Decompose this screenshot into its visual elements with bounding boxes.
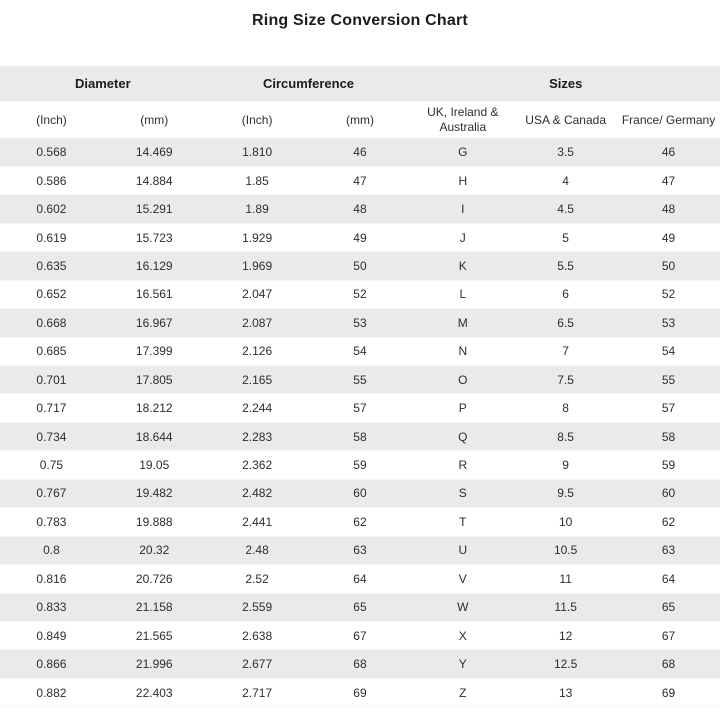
table-cell: 16.129 [135,258,173,273]
table-row [0,650,720,678]
table-cell: 0.849 [36,628,67,643]
table-cell: 50 [661,258,676,273]
table-cell: K [458,258,467,273]
table-cell: 58 [661,429,676,444]
table-cell: I [461,202,465,217]
column-header-row [0,102,720,139]
table-cell: 2.047 [242,287,273,302]
table-cell: 13 [558,685,573,700]
table-cell: 0.701 [36,372,67,387]
table-cell: T [459,514,467,529]
table-cell: 15.291 [135,202,173,217]
table-cell: 47 [661,173,676,188]
table-cell: 58 [353,429,367,444]
table-cell: 65 [661,600,676,615]
table-cell: 48 [353,202,367,217]
table-cell: 4 [562,173,569,188]
table-row [0,394,720,422]
table-row [0,166,720,194]
table-cell: 2.165 [242,372,273,387]
table-cell: S [458,486,467,501]
table-cell: 0.8 [43,543,60,558]
table-cell: 7.5 [557,372,574,387]
table-cell: 62 [353,514,367,529]
table-cell: 20.32 [139,543,170,558]
table-cell: 2.638 [242,628,273,643]
table-cell: Q [458,429,468,444]
table-row [0,536,720,564]
table-cell: 12.5 [553,657,578,672]
column-header-diameter-mm: (mm) [103,102,206,139]
table-cell: 2.441 [242,514,273,529]
table-cell: 2.087 [242,315,273,330]
column-header-uk-ireland-australia: UK, Ireland & Australia [411,102,514,139]
table-cell: 67 [353,628,367,643]
table-row [0,337,720,365]
table-cell: 18.212 [135,401,173,416]
table-cell: 0.767 [36,486,67,501]
table-cell: 53 [661,315,676,330]
table-cell: 1.969 [242,258,273,273]
ring-size-table [0,66,720,707]
page-title: Ring Size Conversion Chart [252,12,468,29]
table-row [0,280,720,308]
table-cell: 0.717 [36,401,67,416]
table-cell: 18.644 [135,429,173,444]
table-cell: 10 [558,514,573,529]
column-header-diameter-inch: (Inch) [0,102,103,139]
table-cell: 49 [661,230,676,245]
table-cell: 0.882 [36,685,67,700]
table-cell: 5 [562,230,569,245]
table-cell: 19.05 [139,458,170,473]
table-cell: 59 [353,458,367,473]
column-group-sizes: Sizes [411,66,720,102]
table-cell: 11 [559,571,572,586]
table-cell: 54 [353,344,367,359]
table-cell: 1.85 [245,173,269,188]
table-cell: V [458,571,467,586]
table-cell: 21.996 [135,657,173,672]
table-cell: 0.619 [36,230,67,245]
table-cell: 20.726 [135,571,173,586]
table-row [0,678,720,706]
table-cell: 60 [353,486,367,501]
table-body [0,138,720,707]
table-cell: 4.5 [557,202,574,217]
table-cell: W [457,600,469,615]
table-cell: 5.5 [557,258,574,273]
table-cell: 53 [353,315,367,330]
table-cell: M [457,315,468,330]
table-header [0,66,720,138]
column-group-header-row [0,66,720,102]
table-cell: 68 [661,657,676,672]
table-cell: 19.482 [135,486,173,501]
table-row [0,621,720,649]
table-cell: 64 [353,571,367,586]
table-cell: 0.568 [36,144,67,159]
table-cell: 2.559 [242,600,273,615]
table-cell: 7 [562,344,569,359]
table-cell: 19.888 [135,514,173,529]
table-cell: 0.75 [39,458,64,473]
table-cell: 69 [353,685,367,700]
table-cell: Y [458,657,467,672]
table-cell: 0.816 [36,571,67,586]
table-cell: 15.723 [135,230,173,245]
table-cell: 57 [661,401,676,416]
table-cell: 1.89 [245,202,269,217]
table-cell: 6.5 [557,315,574,330]
table-cell: 2.482 [242,486,273,501]
table-cell: 55 [661,372,676,387]
column-header-circumference-mm: (mm) [309,102,412,139]
table-row [0,195,720,223]
table-cell: 69 [661,685,676,700]
table-cell: 50 [353,258,367,273]
table-row [0,508,720,536]
table-cell: 0.734 [36,429,67,444]
table-cell: 21.158 [135,600,173,615]
table-cell: 49 [353,230,367,245]
table-row [0,223,720,251]
column-group-circumference: Circumference [206,66,412,102]
table-cell: 0.833 [36,600,67,615]
table-cell: 0.652 [36,287,67,302]
table-cell: 0.783 [36,514,67,529]
table-cell: H [458,173,468,188]
table-cell: 8.5 [557,429,574,444]
table-cell: 16.561 [135,287,173,302]
table-cell: 2.126 [242,344,273,359]
table-cell: 12 [558,628,573,643]
table-cell: 2.244 [242,401,273,416]
table-cell: 11.5 [554,600,577,615]
table-cell: 57 [353,401,367,416]
table-row [0,451,720,479]
table-cell: 8 [562,401,569,416]
table-cell: 21.565 [135,628,173,643]
table-cell: 0.602 [36,202,67,217]
table-cell: N [458,344,468,359]
table-cell: 54 [661,344,676,359]
table-cell: 59 [661,458,676,473]
table-cell: 16.967 [135,315,173,330]
table-cell: 48 [661,202,676,217]
table-row [0,422,720,450]
table-row [0,138,720,166]
table-cell: 0.685 [36,344,67,359]
table-cell: 0.635 [36,258,67,273]
table-cell: 47 [353,173,367,188]
table-cell: 63 [661,543,676,558]
table-cell: 67 [661,628,676,643]
table-cell: 10.5 [553,543,578,558]
table-cell: 9 [562,458,569,473]
column-group-diameter: Diameter [0,66,206,102]
table-cell: 3.5 [557,144,574,159]
table-cell: 9.5 [557,486,574,501]
table-cell: 14.884 [135,173,173,188]
table-cell: L [459,287,467,302]
column-header-usa-canada: USA & Canada [514,102,617,139]
table-row [0,565,720,593]
table-cell: J [459,230,466,245]
table-row [0,366,720,394]
table-cell: 2.717 [242,685,273,700]
table-cell: 2.677 [242,657,273,672]
table-cell: 2.283 [242,429,273,444]
table-cell: 65 [353,600,367,615]
table-cell: U [458,543,468,558]
table-row [0,252,720,280]
table-cell: 1.929 [242,230,273,245]
table-cell: 55 [353,372,367,387]
table-cell: 14.469 [135,144,173,159]
table-cell: 1.810 [242,144,273,159]
table-cell: 63 [353,543,367,558]
table-cell: 52 [661,287,676,302]
column-header-circumference-inch: (Inch) [206,102,309,139]
table-cell: 0.586 [36,173,67,188]
table-cell: 0.866 [36,657,67,672]
table-cell: 68 [353,657,367,672]
column-header-france-germany: France/ Germany [617,102,720,139]
table-cell: 22.403 [135,685,173,700]
table-row [0,479,720,507]
table-cell: 62 [661,514,676,529]
table-cell: 2.362 [242,458,273,473]
table-cell: 2.48 [245,543,269,558]
table-cell: 6 [562,287,569,302]
table-cell: 2.52 [245,571,269,586]
table-cell: 17.805 [135,372,173,387]
table-cell: 0.668 [36,315,67,330]
table-cell: 52 [353,287,367,302]
table-cell: O [458,372,468,387]
table-cell: 64 [661,571,676,586]
table-cell: Z [459,685,467,700]
table-cell: P [458,401,467,416]
table-cell: G [458,144,468,159]
table-cell: 17.399 [135,344,173,359]
table-cell: R [458,458,468,473]
table-cell: X [458,628,467,643]
table-cell: 46 [661,144,676,159]
table-row [0,309,720,337]
table-cell: 60 [661,486,676,501]
table-row [0,593,720,621]
table-cell: 46 [353,144,367,159]
